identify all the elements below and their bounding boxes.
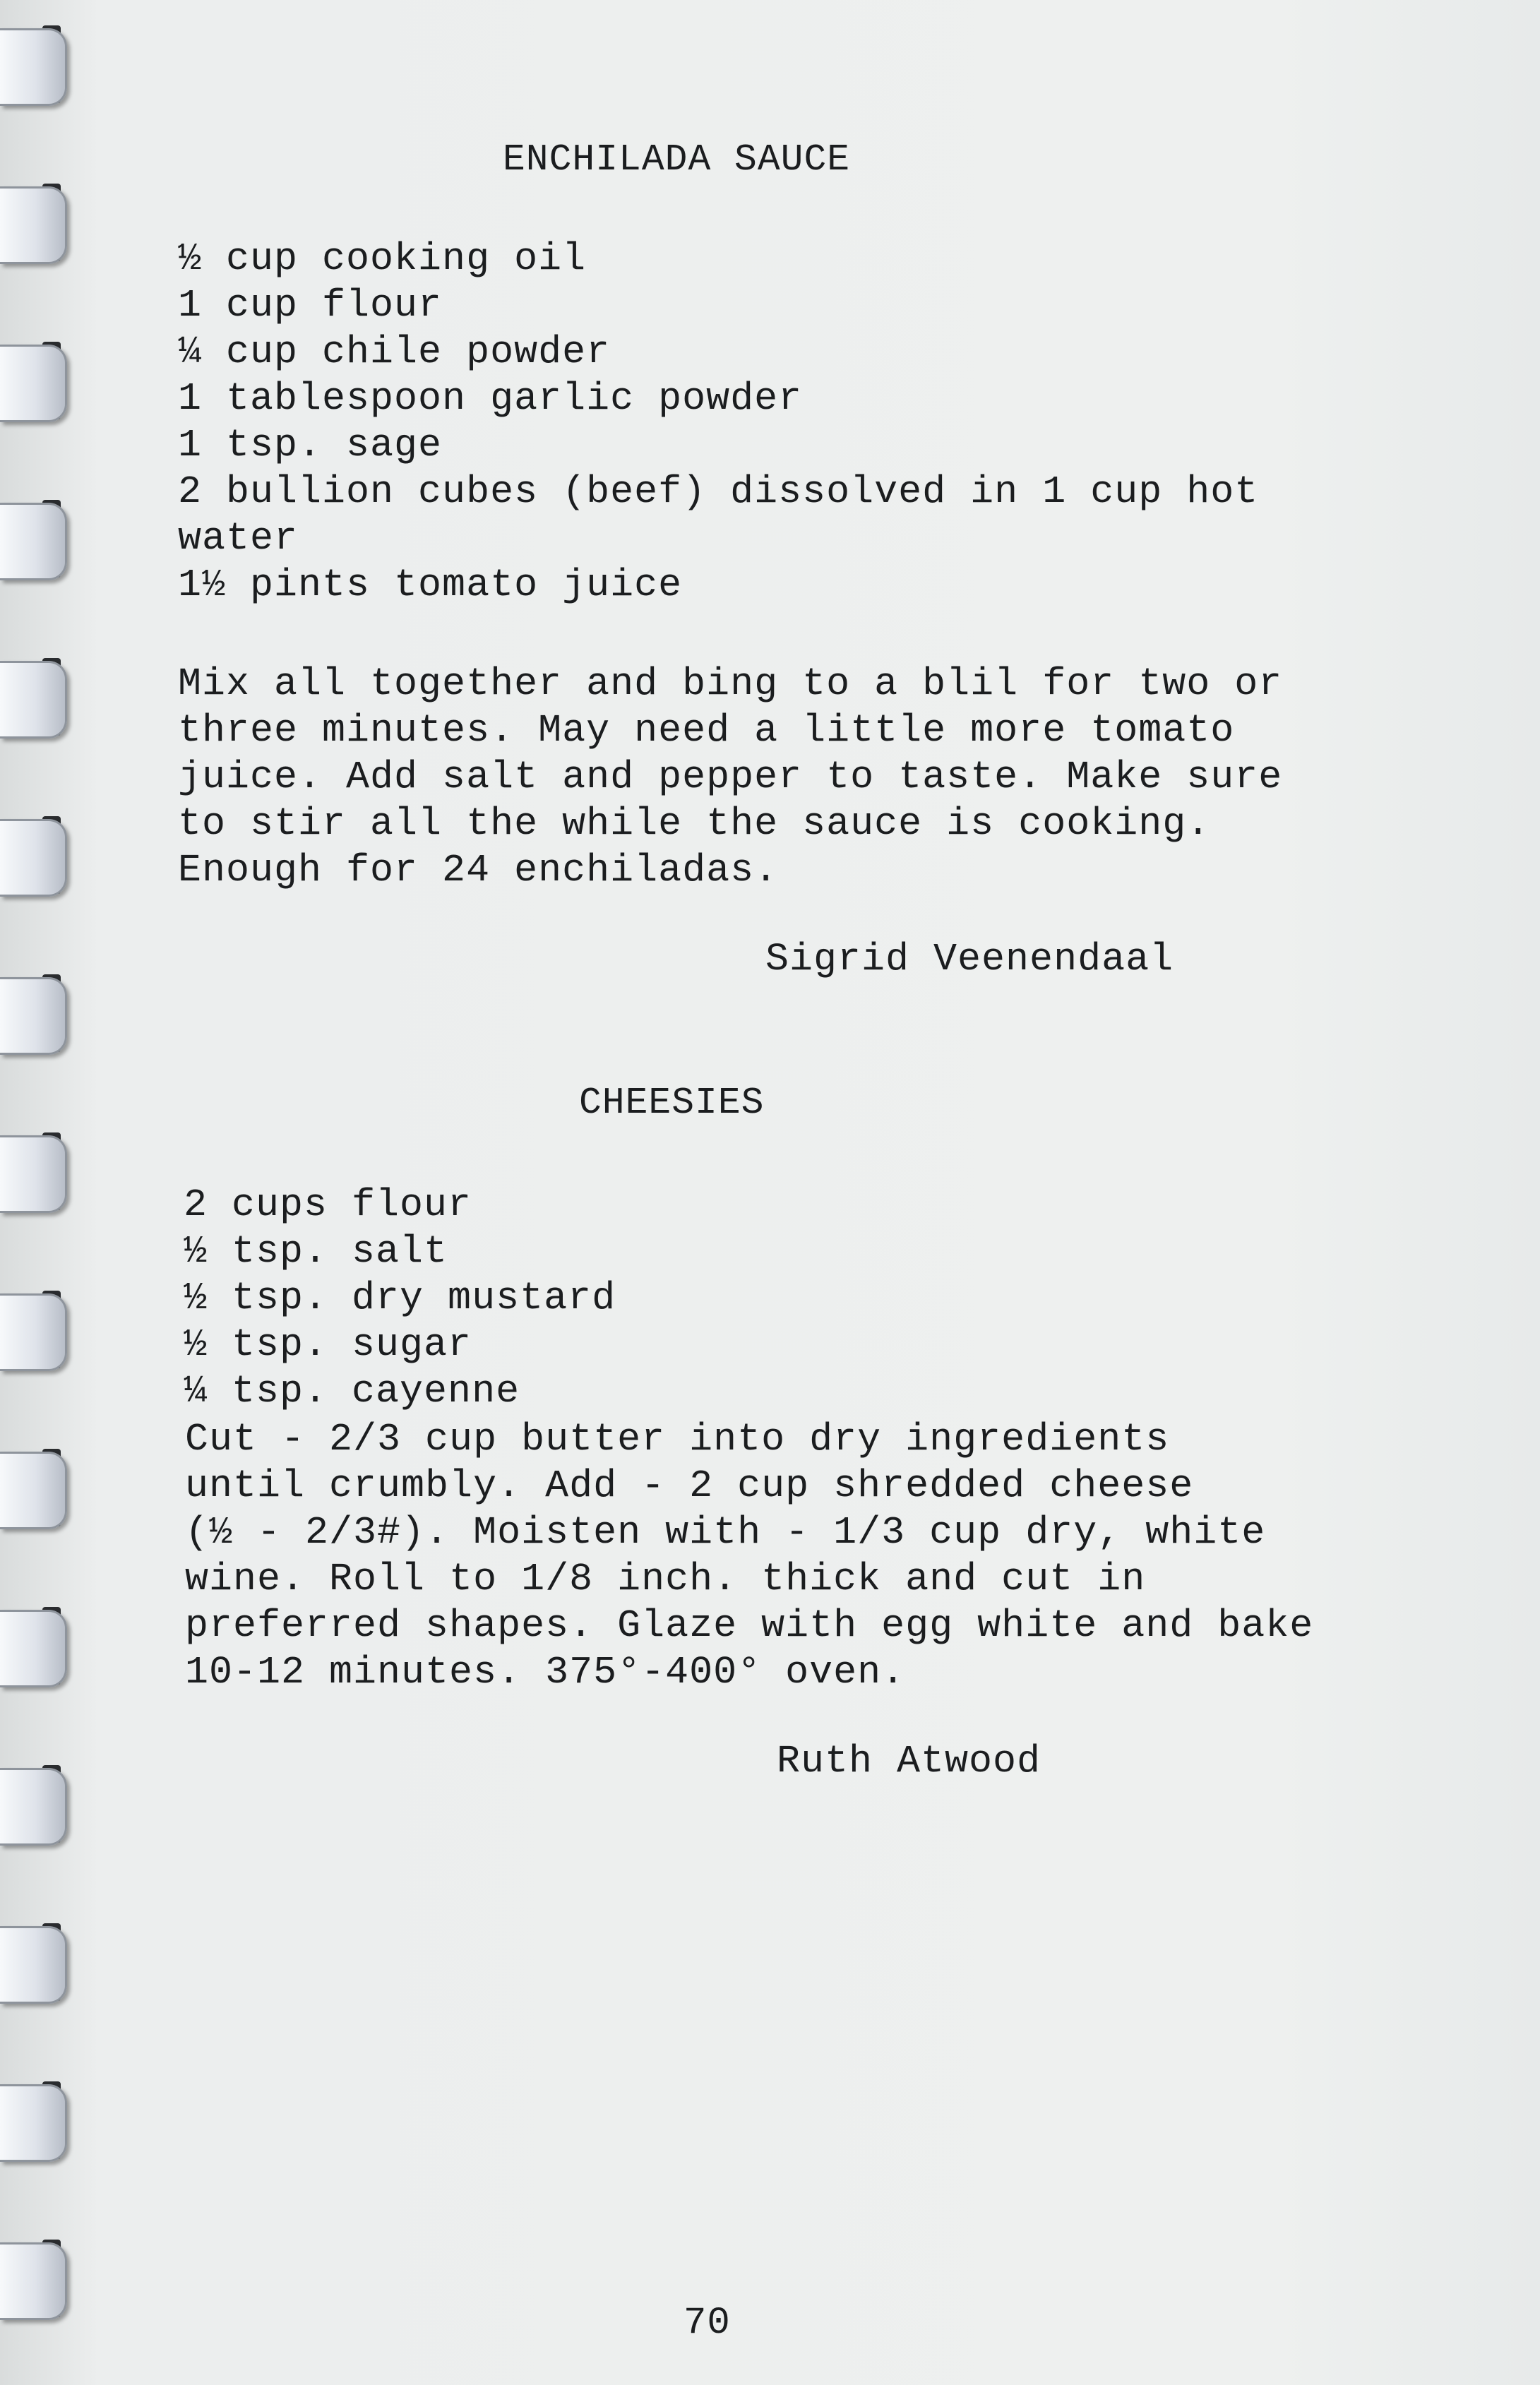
direction-line: (½ - 2/3#). Moisten with - 1/3 cup dry, white xyxy=(185,1510,1266,1555)
binding-ring xyxy=(0,1768,67,1846)
binding-ring xyxy=(0,28,67,106)
direction-line: until crumbly. Add - 2 cup shredded cheese xyxy=(185,1464,1194,1508)
ingredient-line: 1 tsp. sage xyxy=(178,423,443,467)
ingredient-line: 1½ pints tomato juice xyxy=(178,563,683,607)
recipe-title-cheesies: CHEESIES xyxy=(579,1082,765,1124)
ingredient-line: water xyxy=(178,516,299,561)
direction-line: 10-12 minutes. 375°-400° oven. xyxy=(185,1650,906,1694)
ingredient-line: 2 bullion cubes (beef) dissolved in 1 cup hot xyxy=(178,470,1259,514)
binding-ring xyxy=(0,1452,67,1529)
direction-line: wine. Roll to 1/8 inch. thick and cut in xyxy=(185,1557,1146,1601)
direction-line: Cut - 2/3 cup butter into dry ingredients xyxy=(185,1417,1170,1462)
direction-line: three minutes. May need a little more tomato xyxy=(178,708,1235,753)
ingredient-list-cheesies xyxy=(184,1182,616,1415)
ingredient-line: ½ tsp. salt xyxy=(184,1229,448,1274)
ingredient-line: ¼ tsp. cayenne xyxy=(184,1369,520,1413)
direction-line: to stir all the while the sauce is cooking. xyxy=(178,801,1211,846)
ingredient-line: 1 tablespoon garlic powder xyxy=(178,376,803,421)
spiral-binding xyxy=(0,0,78,2385)
recipe-title-enchilada-sauce: ENCHILADA SAUCE xyxy=(503,138,851,181)
binding-ring xyxy=(0,1926,67,2004)
ingredient-line: 1 cup flour xyxy=(178,283,443,328)
direction-line: juice. Add salt and pepper to taste. Make sure xyxy=(178,755,1283,799)
binding-ring xyxy=(0,819,67,897)
page-number: 70 xyxy=(684,2302,731,2345)
binding-ring xyxy=(0,345,67,422)
ingredient-list-enchilada-sauce xyxy=(178,236,1258,609)
direction-line: Mix all together and bing to a blil for two or xyxy=(178,662,1283,706)
ingredient-line: ½ tsp. sugar xyxy=(184,1322,472,1367)
recipe-author: Sigrid Veenendaal xyxy=(765,937,1174,981)
ingredient-line: ½ cup cooking oil xyxy=(178,237,587,281)
direction-line: preferred shapes. Glaze with egg white and bake xyxy=(185,1603,1314,1648)
recipe-author: Ruth Atwood xyxy=(777,1739,1041,1783)
binding-ring xyxy=(0,1293,67,1371)
ingredient-line: 2 cups flour xyxy=(184,1183,472,1227)
binding-ring xyxy=(0,1135,67,1213)
binding-ring xyxy=(0,186,67,264)
binding-ring xyxy=(0,503,67,580)
ingredient-line: ½ tsp. dry mustard xyxy=(184,1276,616,1320)
binding-ring xyxy=(0,1610,67,1687)
ingredient-line: ¼ cup chile powder xyxy=(178,330,611,374)
binding-ring xyxy=(0,2242,67,2320)
directions-enchilada-sauce xyxy=(178,661,1282,894)
binding-ring xyxy=(0,2084,67,2162)
binding-ring xyxy=(0,977,67,1055)
direction-line: Enough for 24 enchiladas. xyxy=(178,848,779,892)
directions-cheesies xyxy=(185,1416,1313,1696)
binding-ring xyxy=(0,661,67,739)
